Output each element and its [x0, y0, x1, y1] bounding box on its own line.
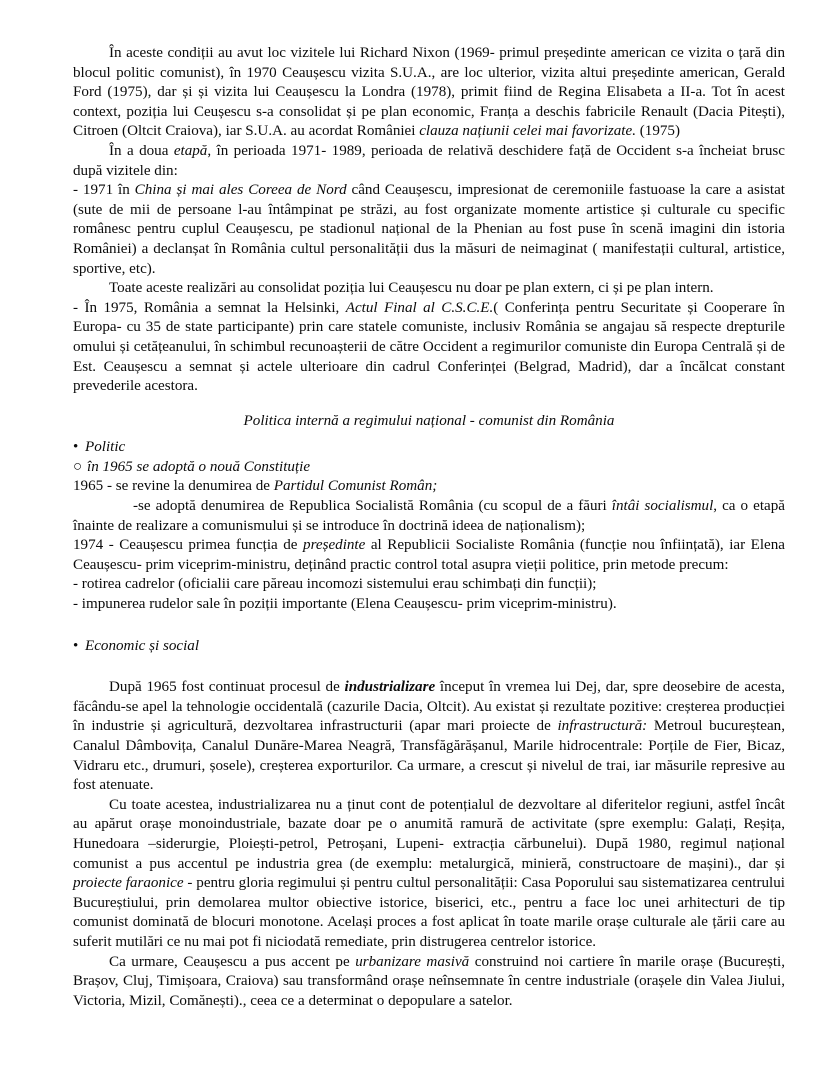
text-run: construind noi cartiere în marile orașe (București, Brașov, Cluj, Timișoara, Craiova) sau transformând orașe neînsemnate în centre industriale (orașele din Valea Jiului, Victoria, Mizil, Comănești)., ceea ce a determinat o depopulare a satelor. [73, 953, 785, 1009]
italic-run-urbanizare-masiva: urbanizare masivă [355, 953, 470, 970]
paragraph-helsinki [73, 299, 785, 397]
paragraph-nixon-visits [73, 44, 785, 142]
paragraph-urbanizare-masiva [73, 953, 785, 1012]
italic-run-presedinte: președinte [303, 537, 366, 554]
italic-run-clauza: clauza națiunii celei mai favorizate. [419, 123, 636, 140]
text-run: Toate aceste realizări au consolidat poziția lui Ceaușescu nu doar pe plan extern, ci și pe plan intern. [109, 280, 714, 297]
text-run: al Republicii Socialiste România (funcție nou înființată), iar Elena Ceaușescu- prim viceprim-ministru, deținând practic control total asupra vieții politice, prin metode precum: [73, 537, 785, 573]
list-item-label: Economic și social [85, 637, 200, 654]
paragraph-1965-pcr [73, 477, 785, 497]
heading-text: Politica internă a regimului național - comunist din România [243, 412, 615, 429]
italic-run-infrastructura: infrastructură: [557, 718, 648, 735]
list-item-constitutie [73, 458, 785, 478]
text-run: , ca o etapă înainte de realizare a comunismului și se introduce în doctrină ideea de naționalism); [73, 498, 785, 534]
paragraph-1974-presedinte [73, 536, 785, 575]
spacer [73, 397, 785, 412]
spacer [73, 615, 785, 637]
text-run: , în perioada 1971- 1989, perioada de relativă deschidere față de Occident s-a încheiat brusc după vizitele din: [73, 142, 785, 179]
text-run: Ca urmare, Ceaușescu a pus accent pe [109, 953, 356, 970]
italic-run-actul-final: Actul Final al C.S.C.E. [345, 299, 494, 316]
paragraph-impunerea-rudelor [73, 595, 785, 615]
bold-italic-run-industrializare: industrializare [344, 679, 436, 696]
spacer [73, 656, 785, 678]
list-item-label: Politic [85, 439, 126, 456]
text-run: -se adoptă denumirea de Republica Socialistă România (cu scopul de a făuri [133, 498, 612, 515]
bullet-icon: • [73, 439, 79, 456]
list-item-label: în 1965 se adoptă o nouă Constituție [87, 458, 311, 475]
spacer [73, 431, 785, 438]
text-run: - rotirea cadrelor (oficialii care păreau incomozi sistemului erau schimbați din funcții); [73, 576, 597, 593]
paragraph-realizari [73, 279, 785, 299]
italic-run-pcr: Partidul Comunist Român; [273, 478, 438, 495]
circle-bullet-icon: ○ [73, 458, 83, 475]
paragraph-industrializare [73, 678, 785, 796]
paragraph-orase-monoindustriale [73, 796, 785, 953]
text-run: ( Conferința pentru Securitate și Cooperare în Europa- cu 35 de state participante) prin care statele comuniste, inclusiv România se angajau să respecte drepturile omului și cetățeanului, în schimbul recunoașterii de către Occident a regimurilor comuniste din Europa Centrală și de Est. Ceaușescu a semnat și actele ulterioare din cadrul Conferinței (Belgrad, Madrid), dar a încălcat constant prevederile acestora. [73, 299, 785, 395]
text-run: În aceste condiții au avut loc vizitele lui Richard Nixon (1969- primul președinte american ce vizita o țară din blocul politic comunist), în 1970 Ceaușescu vizita S.U.A., are loc ulterior, vizita altui președinte american, Gerald Ford (1975), dar și și vizita lui Ceaușescu la Londra (1978), primit fiind de Regina Elisabeta a II-a. Tot în acest context, poziția lui Ceușescu s-a consolidat și pe plan economic, Franța a deschis fabricile Renault (Dacia Pitești), Citroen (Oltcit Craiova), iar S.U.A. au acordat României [73, 45, 785, 140]
text-run: Metroul bucureștean, Canalul Dâmbovița, Canalul Dunăre-Marea Neagră, Transfăgărășanul, Marile hidrocentrale: Porțile de Fier, Bicaz, Vidraru etc., drumuri, șosele), creșterea exporturilor. Ca urmare, a crescut și nivelul de trai, iar măsurile represive au fost atenuate. [73, 718, 785, 794]
text-run: - pentru gloria regimului și pentru cultul personalității: Casa Poporului sau sistematizarea centrului Bucureștiului, prin demolarea multor obiective istorice, biserici, etc., pentru a face loc unei arhitecturi de tip comunist dominată de blocuri monotone. Același proces a fost aplicat în toate marile orașe culturale ale țării care au suferit mutilări ce nu mai pot fi niciodată remediate, prin distrugerea centrelor istorice. [73, 875, 785, 950]
list-item-economic-social [73, 637, 785, 657]
text-run: când Ceaușescu, impresionat de ceremoniile fastuoase la care a asistat (sute de mii de persoane l-au întâmpinat pe străzi, au fost organizate momente artistice și culturale cu specific românesc pentru cuplul Ceaușescu, pe stadionul național de la Phenian au fost puse în scenă imagini din istoria României) a declanșat în România cultul personalității dus la măsuri de neimaginat ( manifestații cultural, artistice, sportive, etc). [73, 182, 785, 277]
text-run: început în vremea lui Dej, dar, spre deosebire de acesta, făcându-se apel la tehnologie occidentală (cazurile Dacia, Oltcit). Au existat și rezultate pozitive: creșterea producției în industrie și agricultură, dezvoltarea infrastructurii (apar mari proiecte de [73, 679, 785, 735]
text-run: - impunerea rudelor sale în poziții importante (Elena Ceaușescu- prim viceprim-ministru). [73, 596, 617, 613]
italic-run-china-coreea: China și mai ales Coreea de Nord [134, 182, 347, 199]
italic-run-proiecte-faraonice: proiecte faraonice [73, 875, 184, 892]
text-run: După 1965 fost continuat procesul de [109, 679, 345, 696]
italic-run-intai-socialismul: întâi socialismul [611, 498, 714, 515]
paragraph-rotirea-cadrelor [73, 575, 785, 595]
paragraph-1971-china [73, 181, 785, 279]
text-run: - În 1975, România a semnat la Helsinki, [73, 299, 346, 316]
text-run: (1975) [635, 123, 680, 140]
document-body [73, 44, 785, 1011]
list-item-politic [73, 438, 785, 458]
section-heading-politica-interna [73, 412, 785, 432]
text-run: 1974 - Ceaușescu primea funcția de [73, 537, 304, 554]
paragraph-republica-socialista [73, 497, 785, 536]
italic-run-etapa: etapă [173, 142, 208, 159]
text-run: Cu toate acestea, industrializarea nu a ținut cont de potențialul de dezvoltare al diferitelor regiuni, astfel încât au apărut orașe monoindustriale, bazate doar pe o anumită ramură de activitate (spre exemplu: Galați, Reșița, Hunedoara –siderurgie, Ploiești-petrol, Petroșani, Lupeni- extracția cărbunelui). După 1980, regimul național comunist a pus accentul pe industria grea (de exemplu: metalurgică, minieră, constructoare de mașini)., dar și [73, 796, 785, 872]
paragraph-second-stage [73, 142, 785, 181]
bullet-icon: • [73, 637, 79, 654]
text-run: În a doua [109, 142, 174, 159]
text-run: 1965 - se revine la denumirea de [73, 478, 274, 495]
text-run: - 1971 în [73, 182, 135, 199]
